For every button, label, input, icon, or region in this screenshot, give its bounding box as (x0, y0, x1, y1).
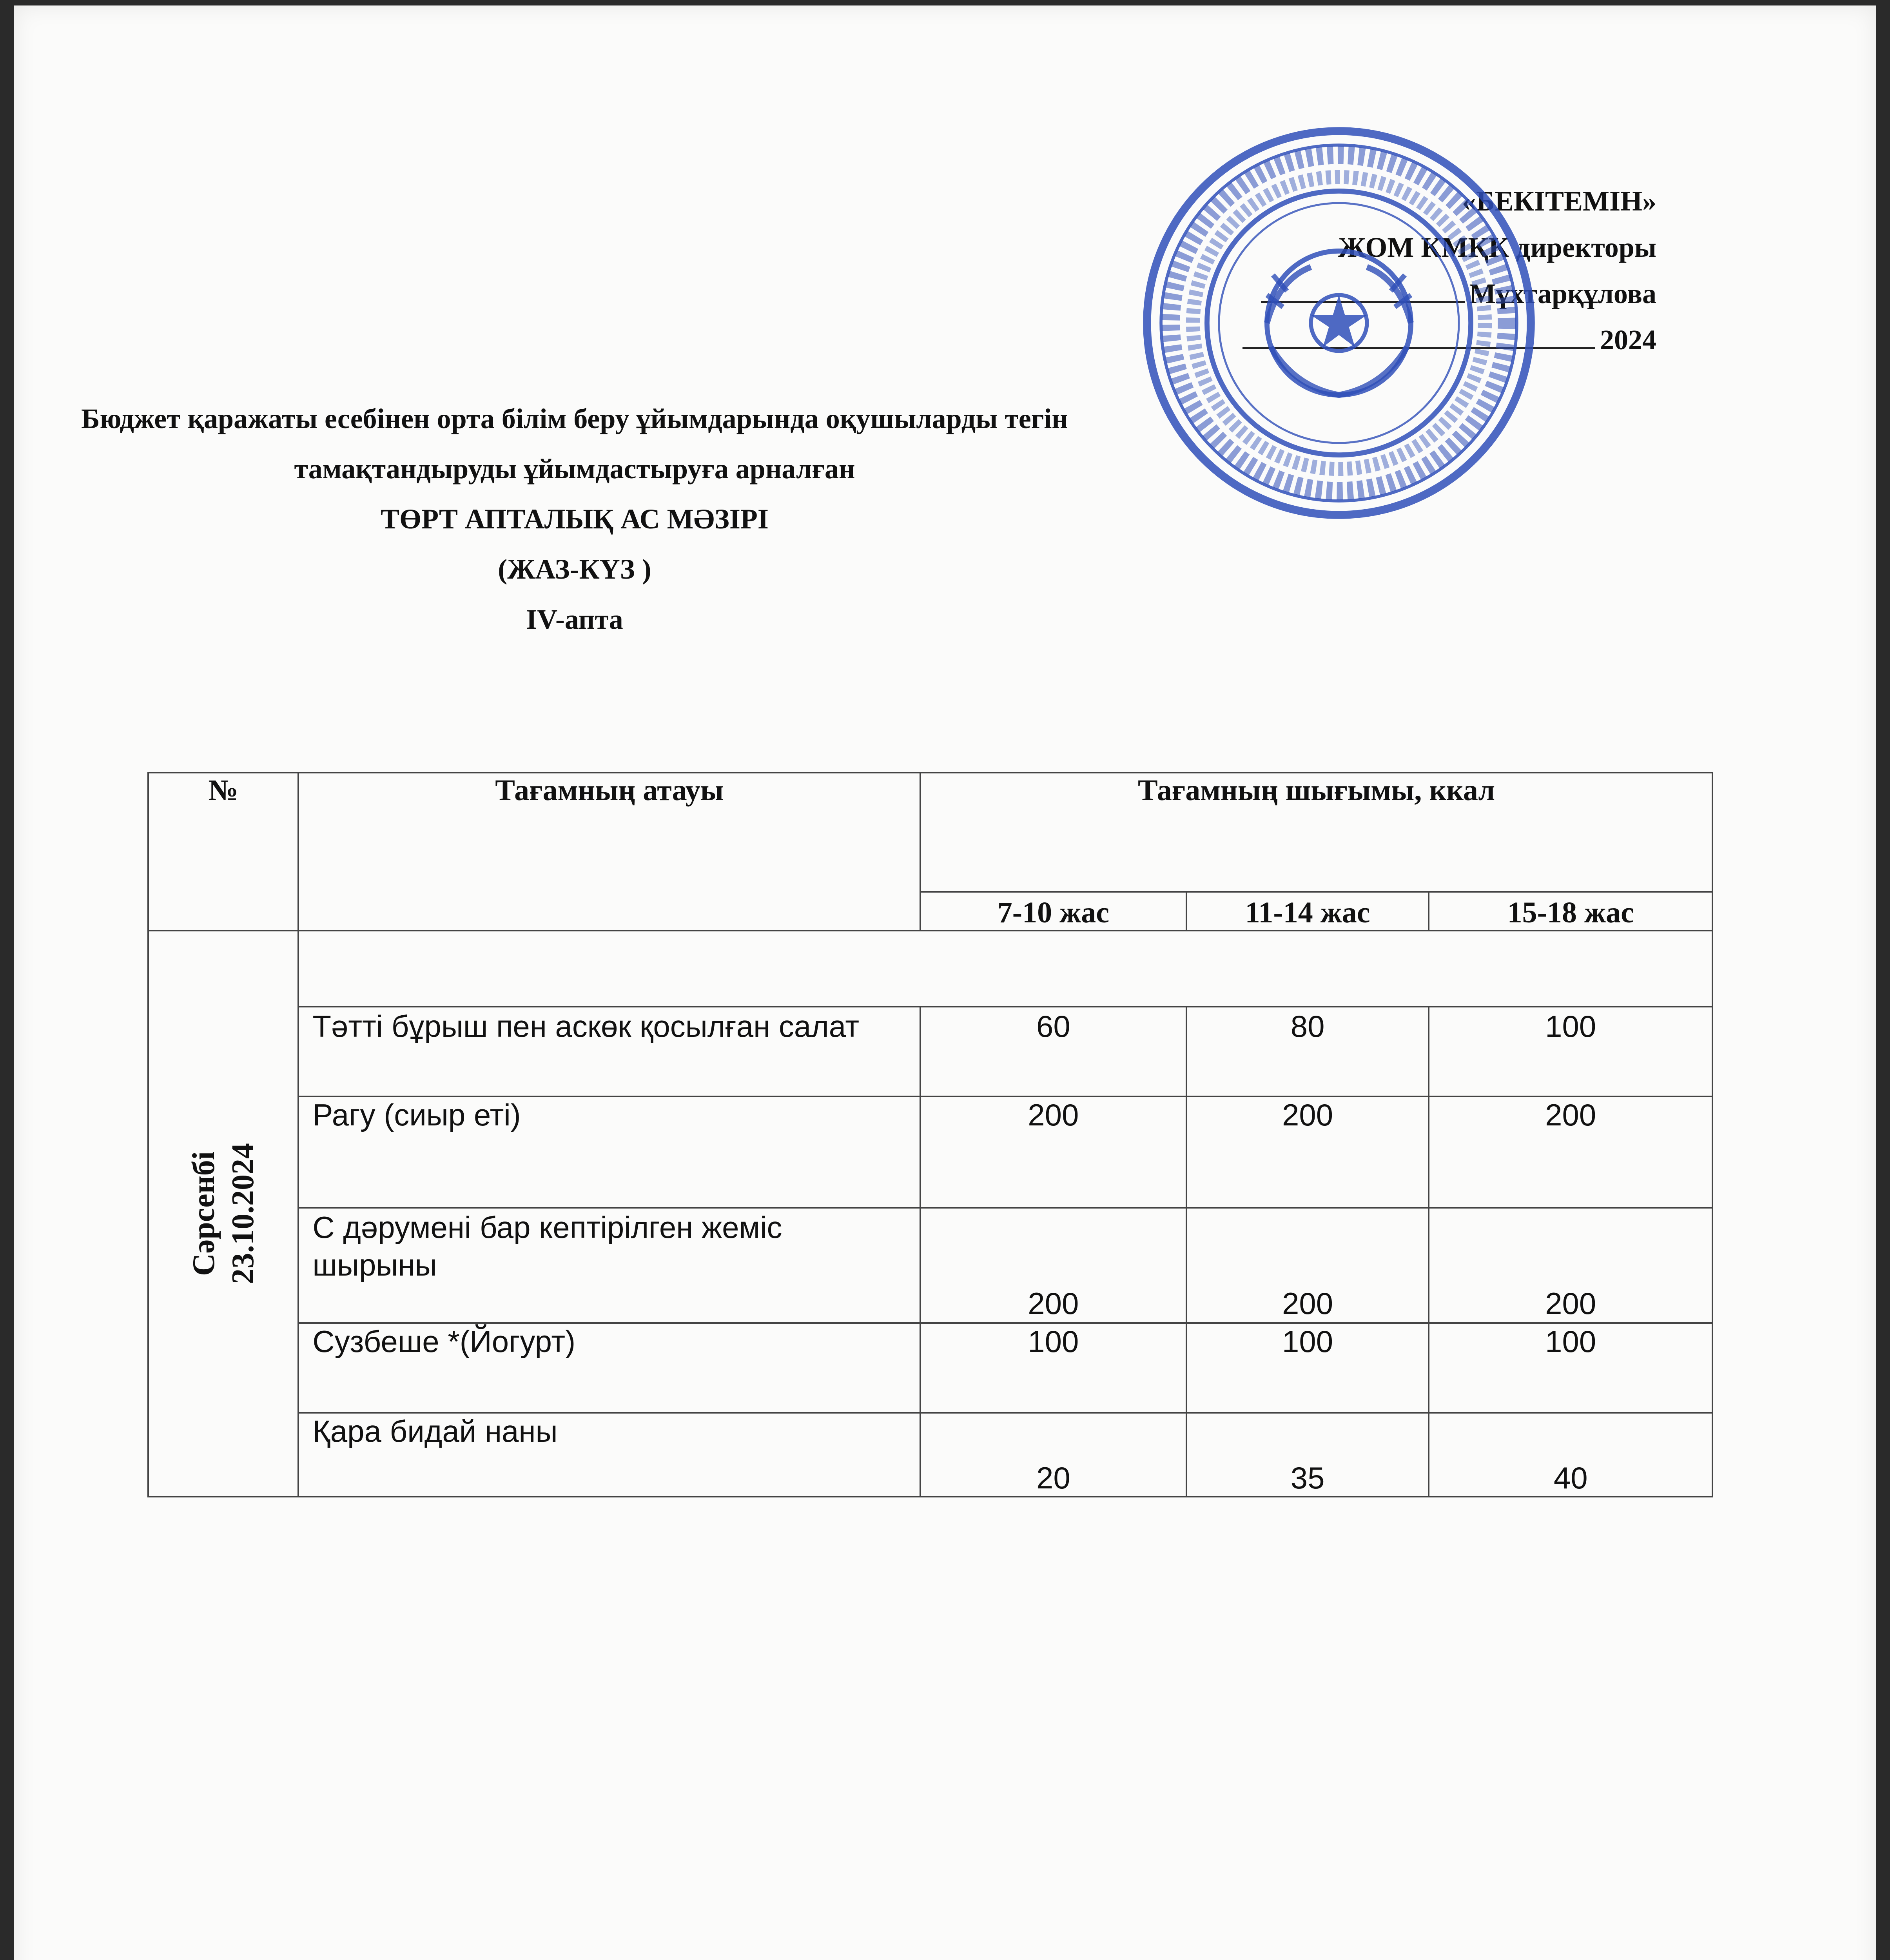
kcal-11-14: 80 (1186, 1007, 1429, 1096)
dish-name: С дәрумені бар кептірілген жеміс шырыны (298, 1208, 920, 1323)
kcal-7-10: 20 (920, 1413, 1186, 1497)
table-blank-row (148, 931, 1712, 1007)
day-date: 23.10.2024 (225, 1143, 260, 1284)
table-row (148, 1096, 1712, 1208)
table-row (148, 1413, 1712, 1497)
title-line-2: тамақтандыруды ұйымдастыруға арналған (294, 453, 855, 485)
header-age-1: 7-10 жас (920, 892, 1186, 931)
kcal-11-14: 200 (1186, 1208, 1429, 1323)
menu-table (147, 772, 1713, 1497)
dish-name: Қара бидай наны (298, 1413, 920, 1497)
kcal-15-18: 200 (1429, 1096, 1712, 1208)
header-number: № (148, 773, 298, 931)
official-seal-icon (1139, 123, 1539, 523)
header-age-3: 15-18 жас (1429, 892, 1712, 931)
dish-name: Рагу (сиыр еті) (298, 1096, 920, 1208)
header-dish-name: Тағамның атауы (298, 773, 920, 931)
approval-year: 2024 (1600, 324, 1656, 356)
kcal-7-10: 200 (920, 1096, 1186, 1208)
kcal-15-18: 200 (1429, 1208, 1712, 1323)
title-line-3: ТӨРТ АПТАЛЫҚ АС МӘЗІРІ (381, 503, 769, 535)
kcal-7-10: 60 (920, 1007, 1186, 1096)
table-row (148, 1007, 1712, 1096)
kcal-15-18: 100 (1429, 1323, 1712, 1413)
title-line-1: Бюджет қаражаты есебінен орта білім беру ұйымдарында оқушыларды тегін (81, 403, 1068, 434)
table-row (148, 1323, 1712, 1413)
title-line-5: IV-апта (526, 604, 623, 635)
kcal-7-10: 200 (920, 1208, 1186, 1323)
title-line-4: (ЖАЗ-КҮЗ ) (498, 554, 651, 585)
table-header-row (148, 773, 1712, 892)
approval-name: Мұхтарқұлова (1469, 278, 1656, 309)
kcal-11-14: 200 (1186, 1096, 1429, 1208)
table-row (148, 1208, 1712, 1323)
approval-heading: «БЕКІТЕМІН» (1462, 185, 1656, 217)
approval-position: ЖОМ КМҚК директоры (1338, 232, 1656, 263)
dish-name: Сузбеше *(Йогурт) (298, 1323, 920, 1413)
day-name: Сәрсенбі (186, 1151, 221, 1276)
kcal-11-14: 35 (1186, 1413, 1429, 1497)
kcal-11-14: 100 (1186, 1323, 1429, 1413)
document-title (77, 394, 1072, 644)
document-page (14, 5, 1876, 1960)
kcal-15-18: 100 (1429, 1007, 1712, 1096)
header-age-2: 11-14 жас (1186, 892, 1429, 931)
day-cell (148, 931, 298, 1497)
kcal-15-18: 40 (1429, 1413, 1712, 1497)
dish-name: Тәтті бұрыш пен аскөк қосылған салат (298, 1007, 920, 1096)
header-yield: Тағамның шығымы, ккал (920, 773, 1712, 892)
kcal-7-10: 100 (920, 1323, 1186, 1413)
